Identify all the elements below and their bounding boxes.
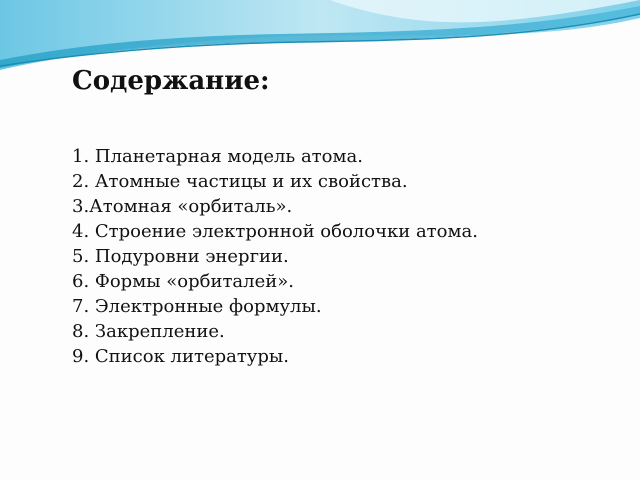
list-item: 9. Список литературы. <box>72 346 289 367</box>
list-item: 8. Закрепление. <box>72 321 225 342</box>
list-item: 2. Атомные частицы и их свойства. <box>72 171 408 192</box>
list-item: 3.Атомная «орбиталь». <box>72 196 293 217</box>
list-item: 5. Подуровни энергии. <box>72 246 289 267</box>
list-item: 1. Планетарная модель атома. <box>72 146 363 167</box>
list-item: 6. Формы «орбиталей». <box>72 271 294 292</box>
contents-list <box>72 144 478 369</box>
list-item: 4. Строение электронной оболочки атома. <box>72 221 478 242</box>
list-item: 7. Электронные формулы. <box>72 296 322 317</box>
slide-title: Содержание: <box>72 66 270 96</box>
